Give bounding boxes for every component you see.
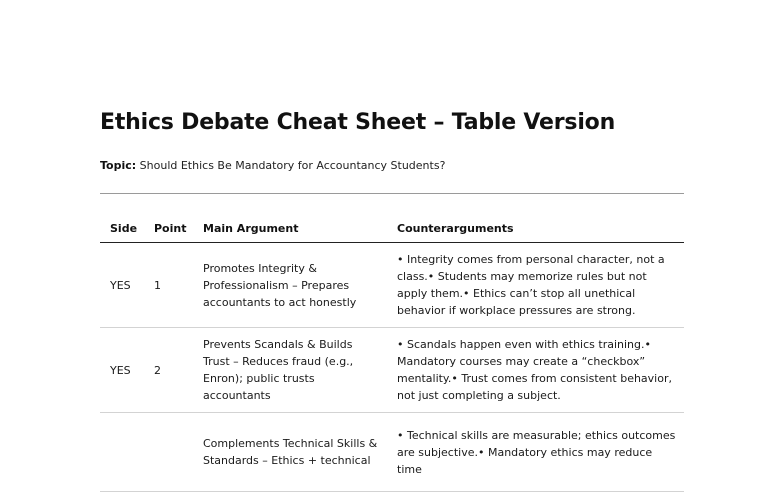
topic-line bbox=[100, 159, 445, 172]
header-counterarguments: Counterarguments bbox=[387, 215, 684, 243]
table-row bbox=[100, 328, 684, 413]
topic-label: Topic: bbox=[100, 159, 137, 172]
table-row bbox=[100, 413, 684, 492]
header-side: Side bbox=[100, 215, 144, 243]
cell-point bbox=[144, 413, 193, 492]
header-point: Point bbox=[144, 215, 193, 243]
cell-side: YES bbox=[100, 243, 144, 328]
document-title: Ethics Debate Cheat Sheet – Table Version bbox=[100, 110, 616, 135]
divider-line bbox=[100, 193, 684, 194]
cell-point: 1 bbox=[144, 243, 193, 328]
cell-main-argument: Complements Technical Skills & Standards – Ethics + technical bbox=[193, 413, 387, 492]
cell-point: 2 bbox=[144, 328, 193, 413]
header-main-argument: Main Argument bbox=[193, 215, 387, 243]
cell-main-argument: Promotes Integrity & Professionalism – Prepares accountants to act honestly bbox=[193, 243, 387, 328]
cell-side bbox=[100, 413, 144, 492]
table-header-row bbox=[100, 215, 684, 243]
cell-side: YES bbox=[100, 328, 144, 413]
cell-counterarguments: • Technical skills are measurable; ethics outcomes are subjective.• Mandatory ethics may reduce time bbox=[387, 413, 684, 492]
cell-main-argument: Prevents Scandals & Builds Trust – Reduces fraud (e.g., Enron); public trusts accountants bbox=[193, 328, 387, 413]
cell-counterarguments: • Integrity comes from personal character, not a class.• Students may memorize rules but not apply them.• Ethics can’t stop all unethical behavior if workplace pressures are strong. bbox=[387, 243, 684, 328]
cheat-sheet-table bbox=[100, 215, 684, 492]
topic-text: Should Ethics Be Mandatory for Accountancy Students? bbox=[136, 159, 446, 172]
table-row bbox=[100, 243, 684, 328]
cell-counterarguments: • Scandals happen even with ethics training.• Mandatory courses may create a “checkbox” mentality.• Trust comes from consistent behavior, not just completing a subject. bbox=[387, 328, 684, 413]
